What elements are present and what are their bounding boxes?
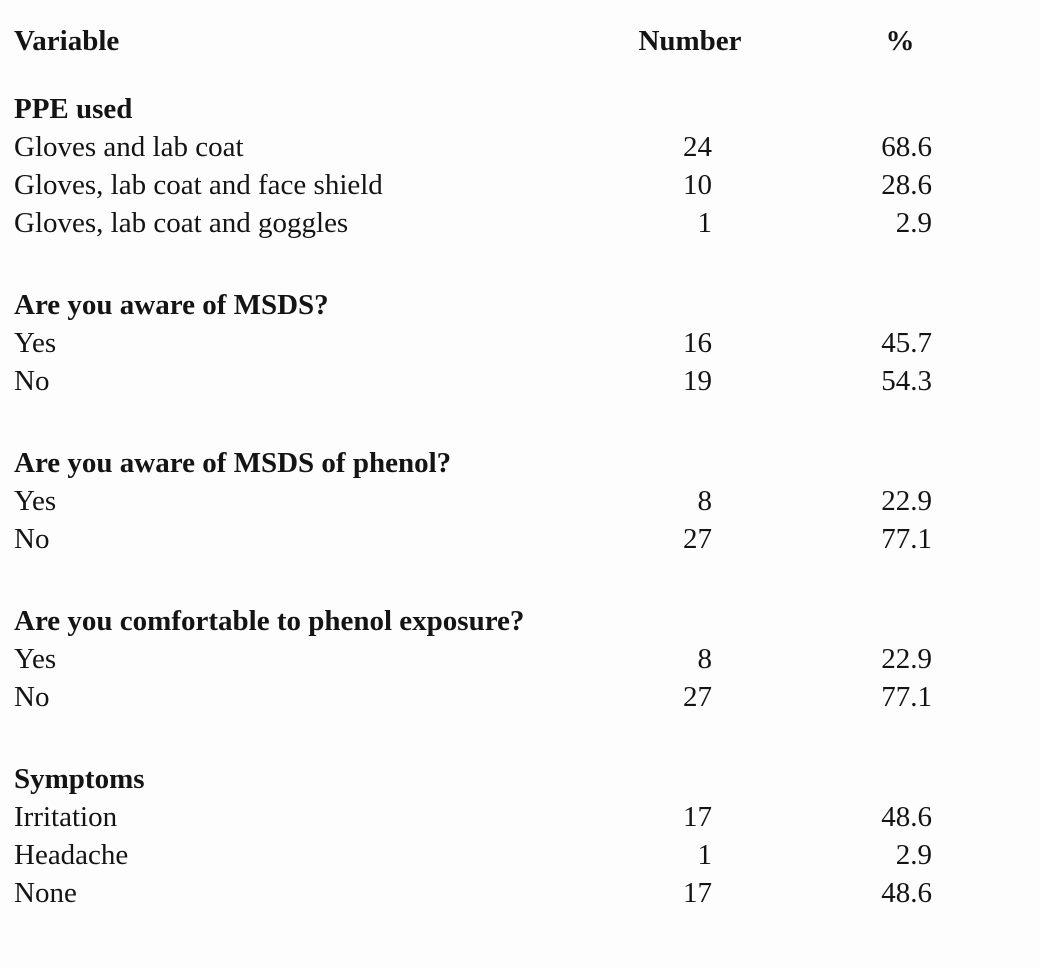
section-title: Are you comfortable to phenol exposure?	[14, 605, 525, 637]
row-number: 24	[683, 131, 712, 163]
row-percent: 45.7	[881, 327, 932, 359]
row-percent: 22.9	[881, 485, 932, 517]
table-row	[0, 874, 1040, 912]
section-comfortable-phenol-exposure	[0, 602, 1040, 716]
table-row	[0, 836, 1040, 874]
row-number: 17	[683, 801, 712, 833]
row-number: 19	[683, 365, 712, 397]
table-row	[0, 204, 1040, 242]
section-title-row	[0, 602, 1040, 640]
column-header-variable: Variable	[14, 25, 120, 57]
row-label: Yes	[14, 327, 57, 359]
section-title: Are you aware of MSDS of phenol?	[14, 447, 452, 479]
row-number: 27	[683, 523, 712, 555]
row-number: 10	[683, 169, 712, 201]
section-title-row	[0, 760, 1040, 798]
row-percent: 2.9	[895, 207, 932, 239]
table-row	[0, 324, 1040, 362]
table-row	[0, 482, 1040, 520]
row-percent: 2.9	[895, 839, 932, 871]
table-row	[0, 362, 1040, 400]
row-percent: 48.6	[881, 877, 932, 909]
section-aware-msds-phenol	[0, 444, 1040, 558]
table-footer-rules	[0, 936, 1040, 945]
section-title: Are you aware of MSDS?	[14, 289, 329, 321]
table-header-row	[0, 8, 1040, 74]
row-label: Yes	[14, 485, 57, 517]
row-label: No	[14, 681, 50, 713]
table-row	[0, 678, 1040, 716]
row-number: 8	[697, 485, 712, 517]
row-number: 27	[683, 681, 712, 713]
section-title-row	[0, 444, 1040, 482]
table-row	[0, 520, 1040, 558]
row-label: Gloves, lab coat and face shield	[14, 169, 383, 201]
section-ppe-used	[0, 90, 1040, 242]
section-symptoms	[0, 760, 1040, 912]
row-percent: 22.9	[881, 643, 932, 675]
row-number: 16	[683, 327, 712, 359]
row-label: Gloves and lab coat	[14, 131, 244, 163]
row-label: Gloves, lab coat and goggles	[14, 207, 349, 239]
section-title: PPE used	[14, 93, 133, 125]
row-percent: 28.6	[881, 169, 932, 201]
section-title-row	[0, 90, 1040, 128]
row-percent: 48.6	[881, 801, 932, 833]
rule-gap	[0, 936, 1040, 945]
table-row	[0, 166, 1040, 204]
table-row	[0, 640, 1040, 678]
row-number: 1	[697, 207, 712, 239]
row-label: Headache	[14, 839, 129, 871]
section-title-row	[0, 286, 1040, 324]
row-label: None	[14, 877, 77, 909]
row-label: No	[14, 523, 50, 555]
row-percent: 68.6	[881, 131, 932, 163]
table-row	[0, 128, 1040, 166]
section-aware-msds	[0, 286, 1040, 400]
row-label: Irritation	[14, 801, 118, 833]
row-percent: 77.1	[881, 681, 932, 713]
section-title: Symptoms	[14, 763, 145, 795]
table-row	[0, 798, 1040, 836]
row-label: No	[14, 365, 50, 397]
column-header-percent: %	[885, 25, 915, 57]
row-number: 17	[683, 877, 712, 909]
column-header-number: Number	[638, 25, 742, 57]
row-number: 8	[697, 643, 712, 675]
row-number: 1	[697, 839, 712, 871]
row-percent: 54.3	[881, 365, 932, 397]
row-label: Yes	[14, 643, 57, 675]
row-percent: 77.1	[881, 523, 932, 555]
